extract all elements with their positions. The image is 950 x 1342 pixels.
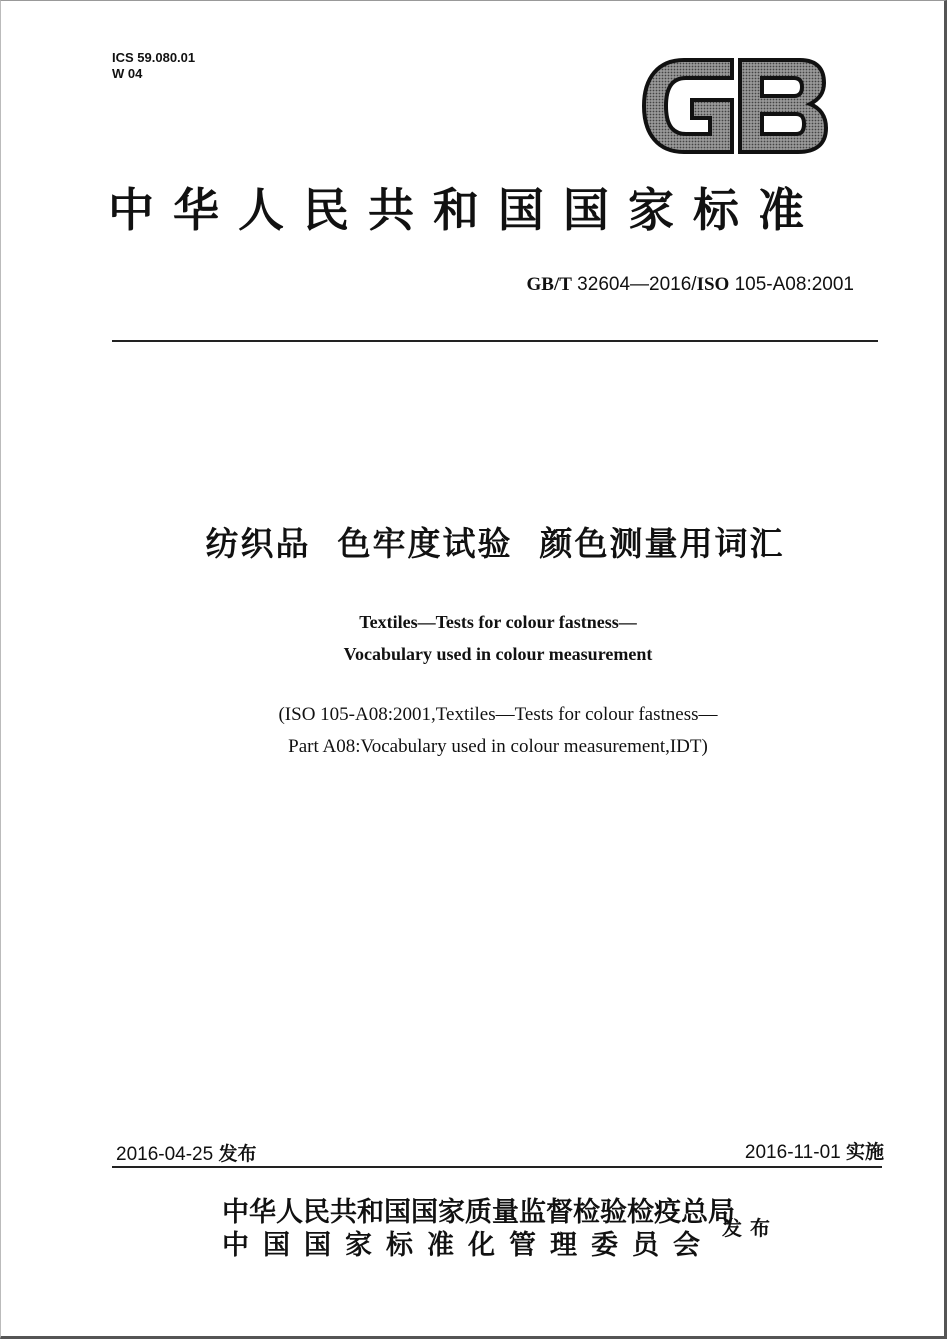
- en-title-line1: Textiles—Tests for colour fastness—: [359, 612, 637, 632]
- issue-date: [116, 1139, 257, 1166]
- en-title-line2: Vocabulary used in colour measurement: [343, 644, 653, 664]
- issuer-aqsiq: 中华人民共和国国家质量监督检验检疫总局: [222, 1197, 735, 1228]
- issuer-sac: 中国国家标准化管理委员会: [222, 1230, 714, 1261]
- issue-date-label: 发布: [218, 1143, 257, 1165]
- standard-number-suffix: 105-A08:2001: [729, 274, 854, 295]
- footer-divider: [112, 1166, 882, 1168]
- gb-logo: [640, 56, 830, 156]
- issuing-bodies: [222, 1196, 735, 1262]
- publish-label: 发布: [722, 1216, 778, 1240]
- iso-reference: [0, 699, 950, 763]
- document-title-english: [0, 606, 950, 670]
- standard-number-prefix: GB/T: [526, 274, 572, 295]
- implementation-date-value: 2016-11-01: [744, 1142, 841, 1163]
- standard-number-iso: ISO: [696, 274, 730, 295]
- category-code: W 04: [112, 66, 143, 81]
- classification-codes: [112, 50, 195, 82]
- implementation-date: [745, 1137, 884, 1164]
- standard-main-title: 中华人民共和国国家标准: [108, 183, 823, 237]
- implementation-date-label: 实施: [845, 1141, 884, 1163]
- header-divider: [112, 340, 878, 342]
- issue-date-value: 2016-04-25: [116, 1144, 214, 1165]
- document-title-chinese: 纺织品 色牢度试验 颜色测量用词汇: [205, 524, 785, 563]
- standard-number: [527, 274, 855, 296]
- ics-code: ICS 59.080.01: [112, 50, 196, 65]
- iso-ref-line1: (ISO 105-A08:2001,Textiles—Tests for colour fastness—: [278, 704, 718, 725]
- iso-ref-line2: Part A08:Vocabulary used in colour measurement,IDT): [288, 736, 708, 757]
- standard-number-mid: 32604—2016/: [571, 274, 697, 295]
